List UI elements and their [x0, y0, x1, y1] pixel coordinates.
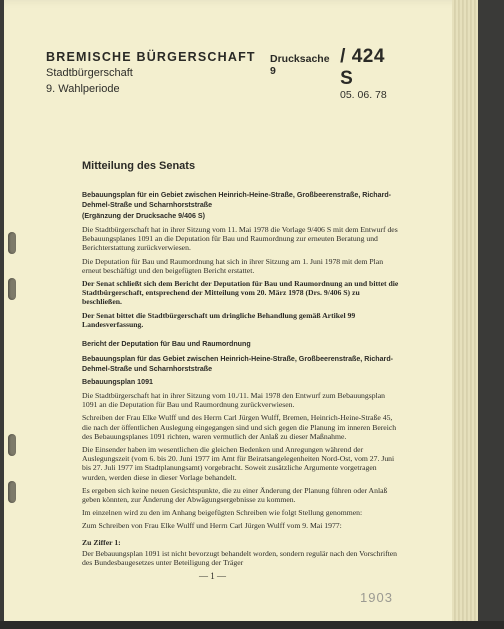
punch-hole: [8, 434, 16, 456]
paragraph-text: schließt sich dem Bericht der Deputation für Bau und Raumordnung an und bittet die Stadtbürgerschaft, entsprechend der Mitteilung vom 20. März 1978 (Drs. 9/406 S) zu beschließen.: [82, 279, 399, 307]
paragraph-text: bittet die Stadtbürgerschaft um dringliche Behandlung gemäß Artikel 99 Landesverfassung.: [82, 310, 356, 329]
punch-hole: [8, 278, 16, 300]
scan-border: [0, 621, 504, 629]
paragraph: Schreiben der Frau Elke Wulff und des Herrn Carl Jürgen Wulff, Bremen, Heinrich-Heine-Straße 45, die nach der öffentlichen Auslegung eingegangen sind und sich gegen die Planung im inneren Bereich des Bebauungsplanes 1091 richten, waren vermutlich der Anlaß zu dieser Maßnahme.: [82, 413, 397, 441]
punch-hole: [8, 481, 16, 503]
bold-lead: Der Senat: [82, 279, 115, 289]
report-heading: Bericht der Deputation für Bau und Raumordnung: [82, 340, 251, 349]
document-body: [82, 160, 399, 567]
paragraph: Die Stadtbürgerschaft hat in ihrer Sitzung vom 10./11. Mai 1978 den Entwurf zum Bebauungsplan 1091 an die Deputation für Bau und Raumordnung zurückverwiesen.: [82, 391, 385, 410]
paragraph: Die Deputation für Bau und Raumordnung hat sich in ihrer Sitzung am 1. Juni 1978 mit dem Plan erneut beschäftigt und den beigefügten Bericht erstattet.: [82, 256, 384, 275]
paragraph: Der Bebauungsplan 1091 ist nicht bevorzugt behandelt worden, sondern regulär nach den Vorschriften des Bundesbaugesetzes unter Beteiligung der Träger: [82, 548, 398, 568]
drucksache-number: / 424 S: [340, 46, 385, 89]
drucksache-block: [270, 46, 400, 101]
page-stack-edge: [452, 0, 478, 629]
paragraph: Es ergeben sich keine neuen Gesichtspunkte, die zu einer Änderung der Planung führen oder Anlaß geben könnten, zur Änderung der Abwägungsergebnisse zu kommen.: [82, 485, 388, 505]
legislative-period: 9. Wahlperiode: [46, 83, 120, 95]
paragraph: [82, 311, 399, 329]
drucksache-label: Drucksache 9: [270, 53, 330, 77]
org-sub: Stadtbürgerschaft: [46, 67, 133, 79]
page-number: — 1 —: [199, 571, 226, 581]
ziffer-heading: Zu Ziffer 1:: [82, 537, 121, 547]
paragraph: Im einzelnen wird zu den im Anhang beigefügten Schreiben wie folgt Stellung genommen:: [82, 508, 363, 518]
intro-heading: Bebauungsplan für ein Gebiet zwischen Heinrich-Heine-Straße, Großbeerenstraße, Richard-Dehmel-Straße und Scharnhorststraße: [82, 191, 392, 209]
paragraph: Die Stadtbürgerschaft hat in ihrer Sitzung vom 11. Mai 1978 die Vorlage 9/406 S mit dem Entwurf des Bebauungsplanes 1091 an die Deputation für Bau und Raumordnung zur erneuten Beratung und Berichterstattung zurückverwiesen.: [82, 225, 398, 253]
punch-hole: [8, 232, 16, 254]
plan-heading: Bebauungsplan für das Gebiet zwischen Heinrich-Heine-Straße, Großbeerenstraße, Richard-Dehmel-Straße und Scharnhorststraße: [82, 355, 394, 374]
bold-lead: Der Senat: [82, 310, 115, 320]
pencil-note: 1903: [360, 590, 393, 605]
paragraph: Die Einsender haben im wesentlichen die gleichen Bedenken und Anregungen während der Auslegungszeit (vom 6. bis 20. Juni 1977 im Amt für Beiratsangelegenheiten Nord-Ost, vom 27. Juni bis 27. Juli 1977 im Stadtplanungsamt) vorgebracht. Soweit zusätzliche Argumente vorgetragen wurden, werden diese in dieser Vorlage behandelt.: [82, 445, 395, 482]
org-name: BREMISCHE BÜRGERSCHAFT: [46, 50, 256, 64]
document-page: [4, 0, 478, 629]
letterhead: [46, 50, 256, 96]
paragraph: [82, 279, 399, 307]
document-title: Mitteilung des Senats: [82, 160, 196, 172]
plan-number: Bebauungsplan 1091: [82, 378, 153, 387]
intro-erg: (Ergänzung der Drucksache 9/406 S): [82, 212, 206, 220]
drucksache-date: 05. 06. 78: [340, 89, 387, 101]
paragraph: Zum Schreiben von Frau Elke Wulff und Herrn Carl Jürgen Wulff vom 9. Mai 1977:: [82, 521, 342, 531]
